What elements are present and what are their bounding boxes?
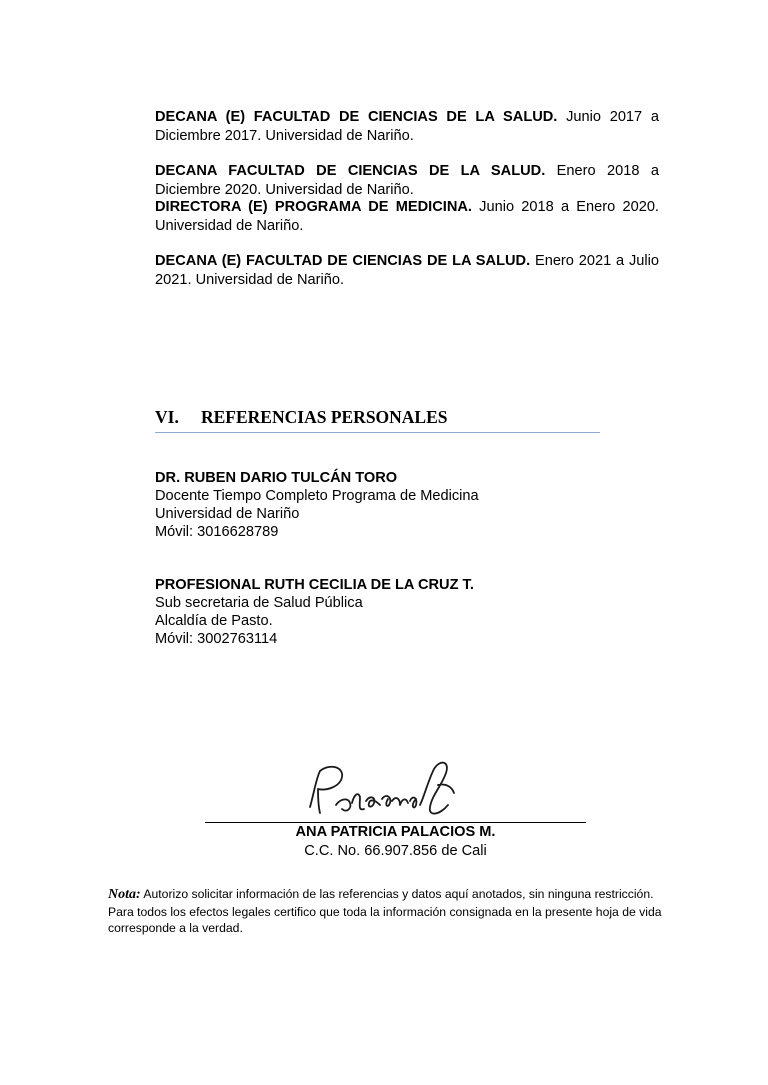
position-entry: [155, 252, 659, 289]
note: [108, 886, 668, 937]
position-text: Enero 2021 a Julio 2021. Universidad de Nariño.: [155, 253, 660, 288]
position-entry: [155, 198, 659, 235]
note-text: Autorizo solicitar información de las referencias y datos aquí anotados, sin ninguna restricción. Para todos los efectos legales certifico que toda la información consignada en la presente hoja de vida corresponde a la verdad.: [108, 887, 662, 935]
reference-line: Docente Tiempo Completo Programa de Medicina: [155, 488, 479, 504]
section-divider: [155, 432, 600, 433]
reference-block: [155, 469, 479, 541]
reference-block: [155, 576, 474, 648]
position-entry: [155, 162, 659, 199]
reference-line: Alcaldía de Pasto.: [155, 613, 273, 629]
reference-line: Móvil: 3016628789: [155, 524, 279, 540]
position-text: Junio 2017 a Diciembre 2017. Universidad de Nariño.: [155, 109, 660, 144]
signer-id: C.C. No. 66.907.856 de Cali: [304, 843, 487, 859]
signer-name: ANA PATRICIA PALACIOS M.: [295, 824, 496, 840]
reference-line: Sub secretaria de Salud Pública: [155, 595, 363, 611]
position-title: DECANA FACULTAD DE CIENCIAS DE LA SALUD.: [155, 163, 546, 179]
section-heading: [155, 407, 448, 428]
note-label: Nota:: [108, 887, 141, 902]
reference-line: Universidad de Nariño: [155, 506, 300, 522]
reference-name: PROFESIONAL RUTH CECILIA DE LA CRUZ T.: [155, 577, 474, 593]
section-title: REFERENCIAS PERSONALES: [201, 407, 448, 427]
position-title: DECANA (E) FACULTAD DE CIENCIAS DE LA SALUD.: [155, 109, 558, 125]
position-title: DIRECTORA (E) PROGRAMA DE MEDICINA.: [155, 199, 472, 215]
handwritten-signature: [300, 755, 475, 835]
position-text: Enero 2018 a Diciembre 2020. Universidad de Nariño.: [155, 163, 659, 198]
position-entry: [155, 108, 659, 145]
reference-name: DR. RUBEN DARIO TULCÁN TORO: [155, 470, 398, 486]
reference-line: Móvil: 3002763114: [155, 631, 278, 647]
position-text: Junio 2018 a Enero 2020. Universidad de Nariño.: [155, 199, 659, 234]
position-title: DECANA (E) FACULTAD DE CIENCIAS DE LA SALUD.: [155, 253, 531, 269]
signature-line: [205, 822, 586, 823]
section-number: VI.: [155, 407, 179, 427]
